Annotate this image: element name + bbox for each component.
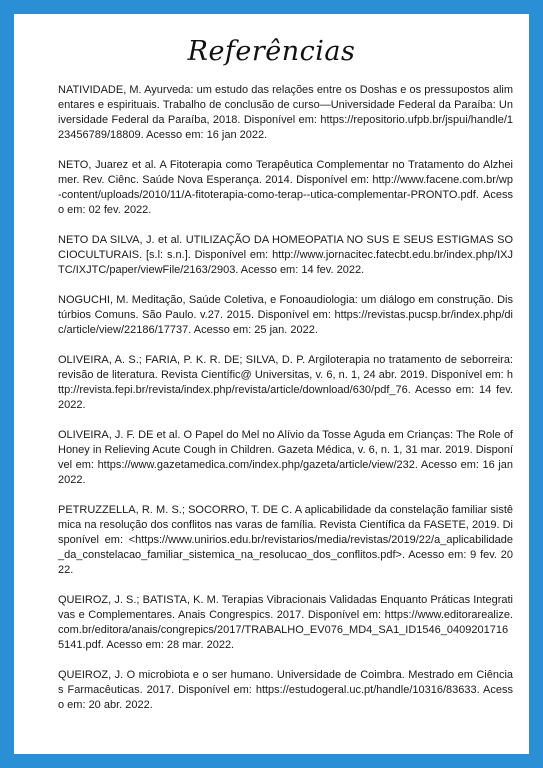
reference-petruzzella: PETRUZZELLA, R. M. S.; SOCORRO, T. DE C. A aplicabilidade da constelação familiar sistêmica na resolução dos conflitos nas varas de família. Revista Científica da FASETE, 2019. Disponível em: <https://www.unirios.edu.br/revistarios/media/revistas/2019/22/a_aplicabilidade_da_constelacao_familiar_sistemica_na_resolucao_dos_conflitos.pdf>. Acesso em: 9 fev. 2022. xyxy=(58,504,513,576)
reference-list xyxy=(58,83,513,728)
reference-queiroz-j: QUEIROZ, J. O microbiota e o ser humano. Universidade de Coimbra. Mestrado em Ciências Farmacêuticas. 2017. Disponível em: https://estudogeral.uc.pt/handle/10316/83633. Acesso em: 20 abr. 2022. xyxy=(58,669,513,711)
reference-noguchi: NOGUCHI, M. Meditação, Saúde Coletiva, e Fonoaudiologia: um diálogo em construção. Distúrbios Comuns. São Paulo. v.27. 2015. Disponível em: https://revistas.pucsp.br/index.php/dic/article/view/22186/17737. Acesso em: 25 jan. 2022. xyxy=(58,294,513,336)
reference-queiroz-js: QUEIROZ, J. S.; BATISTA, K. M. Terapias Vibracionais Validadas Enquanto Práticas Integrativas e Complementares. Anais Congrespics. 2017. Disponível em: https://www.editorarealize.com.br/editora/anais/congrepics/2017/TRABALHO_EV076_MD4_SA1_ID1546_04092017165141.pdf. Acesso em: 28 mar. 2022. xyxy=(58,594,513,651)
reference-neto-juarez: NETO, Juarez et al. A Fitoterapia como Terapêutica Complementar no Tratamento do Alzheimer. Rev. Ciênc. Saúde Nova Esperança. 2014. Disponível em: http://www.facene.com.br/wp-content/uploads/2010/11/A-fitoterapia-como-terap--utica-complementar-PRONTO.pdf. Acesso em: 02 fev. 2022. xyxy=(58,159,513,216)
reference-neto-da-silva: NETO DA SILVA, J. et al. UTILIZAÇÃO DA HOMEOPATIA NO SUS E SEUS ESTIGMAS SOCIOCULTURAIS. [s.l: s.n.]. Disponível em: http://www.jornacitec.fatecbt.edu.br/index.php/IXJTC/IXJTC/paper/viewFile/2163/2903. Acesso em: 14 fev. 2022. xyxy=(58,234,513,276)
reference-oliveira-jf: OLIVEIRA, J. F. DE et al. O Papel do Mel no Alívio da Tosse Aguda em Crianças: The Role of Honey in Relieving Acute Cough in Children. Gazeta Médica, v. 6, n. 1, 31 mar. 2019. Disponível em: https://www.gazetamedica.com/index.php/gazeta/article/view/232. Acesso em: 16 jan 2022. xyxy=(58,429,513,486)
reference-natividade: NATIVIDADE, M. Ayurveda: um estudo das relações entre os Doshas e os pressupostos alimentares e espirituais. Trabalho de conclusão de curso—Universidade Federal da Paraíba: Universidade Federal da Paraíba, 2018. Disponível em: https://repositorio.ufpb.br/jspui/handle/123456789/18809. Acesso em: 16 jan 2022. xyxy=(58,84,513,141)
reference-oliveira-as: OLIVEIRA, A. S.; FARIA, P. K. R. DE; SILVA, D. P. Argiloterapia no tratamento de seborreira: revisão de literatura. Revista Científic@ Universitas, v. 6, n. 1, 24 abr. 2019. Disponível em: http://revista.fepi.br/revista/index.php/revista/article/download/630/pdf_76. Acesso em: 14 fev. 2022. xyxy=(58,354,513,411)
page-title: Referências xyxy=(187,36,356,67)
